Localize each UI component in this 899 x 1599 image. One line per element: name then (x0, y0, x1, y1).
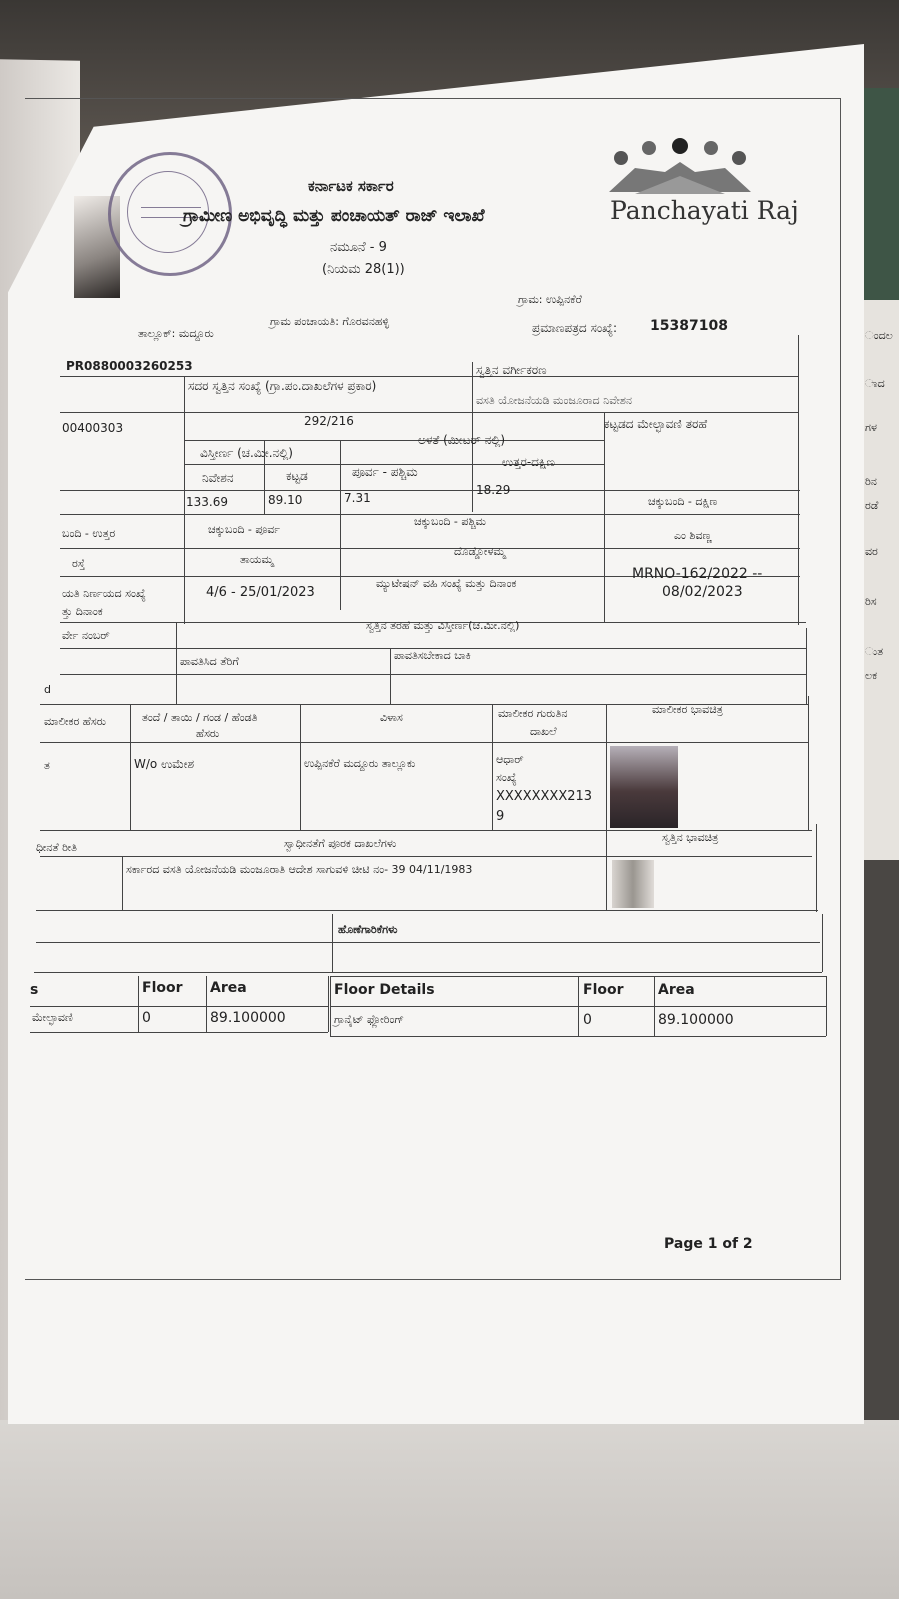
edge-text: ಾದ (865, 377, 885, 390)
document-frame (25, 98, 841, 1280)
page-number: Page 1 of 2 (664, 1236, 753, 1252)
ownership-mode-label: ಧೀನತೆ ರೀತಿ (36, 841, 77, 854)
bottom-page (0, 1420, 899, 1599)
certificate-label: ಪ್ರಮಾಣಪತ್ರದ ಸಂಖ್ಯೆ: (532, 321, 618, 335)
relation-label-2: ಹೆಸರು (196, 727, 220, 740)
floor-right-cell-2: 89.100000 (658, 1012, 734, 1028)
north-south-label: ಉತ್ತರ-ದಕ್ಷಿಣ (502, 455, 555, 469)
floor-left-head-1: Floor (142, 980, 183, 996)
roof-type-label: ಕಟ್ಟಡದ ಮೇಲ್ಛಾವಣಿ ತರಹೆ (604, 417, 708, 431)
resolution-value: 4/6 - 25/01/2023 (206, 585, 315, 600)
id-label-2: ದಾಖಲೆ (530, 725, 557, 738)
gram-panchayat: ಗ್ರಾಮ ಪಂಚಾಯತಿ: ಗೊರವನಹಳ್ಳಿ (270, 315, 390, 328)
panchayati-raj-logo-icon (605, 132, 755, 202)
edge-text: ರಿನ (865, 475, 877, 488)
property-photo-label: ಸ್ವತ್ತಿನ ಭಾವಚಿತ್ರ (662, 831, 719, 844)
bound-west-label: ಚಕ್ಕುಬಂದಿ - ಪಶ್ಚಿಮ (414, 515, 487, 528)
mutation-label: ಮ್ಯುಟೇಷನ್ ವಹಿ ಸಂಖ್ಯೆ ಮತ್ತು ದಿನಾಂಕ (376, 577, 517, 590)
east-west-value: 7.31 (344, 491, 371, 505)
taluk: ತಾಲ್ಲೂಕ್: ಮದ್ದೂರು (138, 327, 214, 340)
edge-text: ಗಳ (865, 421, 877, 434)
certificate-number: 15387108 (650, 318, 728, 334)
resolution-label-2: ತ್ತು ದಿನಾಂಕ (62, 605, 103, 618)
floor-left-head-0: s (30, 982, 39, 998)
edge-text: ವರ (865, 545, 878, 558)
floor-left-cell-0: ಮೇಲ್ಛಾವಣಿ (32, 1011, 73, 1024)
owner-name: ತ (44, 759, 50, 772)
edge-text: ರಡೆ (865, 499, 879, 512)
govt-title: ಕರ್ನಾಟಕ ಸರ್ಕಾರ (308, 177, 394, 195)
liabilities-label: ಹೊಣೆಗಾರಿಕೆಗಳು (338, 923, 398, 936)
rule-number: (ನಿಯಮ 28(1)) (322, 262, 405, 277)
id-value-3: XXXXXXXX213 (496, 789, 593, 804)
bound-north-label: ಬಂದಿ - ಉತ್ತರ (62, 527, 116, 540)
survey-label: ರ್ವೇ ನಂಬರ್ (62, 629, 110, 642)
id-value-2: ಸಂಖ್ಯೆ (496, 771, 517, 784)
bound-south-value: ಎಂ ಶಿವಣ್ಣ (674, 529, 712, 542)
tax-paid-label: ಪಾವತಿಸಿದ ತೆರಿಗೆ (180, 655, 239, 668)
floor-left-cell-2: 89.100000 (210, 1010, 286, 1026)
floor-right-cell-0: ಗ್ರಾನೈಟ್ ಫ್ಲೋರಿಂಗ್ (334, 1013, 404, 1026)
id-label-1: ಮಾಲೀಕರ ಗುರುತಿನ (498, 707, 568, 720)
site-area: 133.69 (186, 495, 228, 509)
building-area: 89.10 (268, 493, 303, 507)
id-value-4: 9 (496, 809, 505, 824)
measure-label: ಅಳತೆ (ಮೀಟರ್ ನಲ್ಲಿ) (418, 433, 506, 447)
sadara-label: ಸದರ ಸ್ವತ್ತಿನ ಸಂಖ್ಯೆ (ಗ್ರಾ.ಪಂ.ದಾಖಲೆಗಳ ಪ್ರಕಾರ) (188, 379, 377, 393)
ownership-docs-label: ಸ್ವಾಧೀನತೆಗೆ ಪೂರಕ ದಾಖಲೆಗಳು (284, 837, 397, 850)
floor-left-cell-1: 0 (142, 1010, 151, 1026)
floor-right-head-1: Floor (583, 982, 624, 998)
area-label: ವಿಸ್ತೀರ್ಣ (ಚ.ಮೀ.ನಲ್ಲಿ) (200, 446, 293, 460)
site-label: ನಿವೇಶನ (202, 471, 234, 485)
classification-label: ಸ್ವತ್ತಿನ ವರ್ಗೀಕರಣ (476, 363, 547, 377)
resolution-label-1: ಯತಿ ನಿರ್ಣಯದ ಸಂಖ್ಯೆ (62, 587, 146, 600)
bound-north-value: ರಸ್ತೆ (72, 557, 86, 570)
property-photo (612, 860, 654, 908)
floor-right-head-2: Area (658, 982, 695, 998)
edge-text: ಲಕ (865, 669, 878, 682)
owner-photo-label: ಮಾಲೀಕರ ಭಾವಚಿತ್ರ (652, 703, 723, 716)
mutation-value-2: 08/02/2023 (662, 584, 743, 600)
address-value: ಉಪ್ಪಿನಕೆರೆ ಮದ್ದೂರು ತಾಲ್ಲೂಕು (304, 757, 416, 770)
owner-name-label: ಮಾಲೀಕರ ಹೆಸರು (44, 715, 107, 728)
sadara-number: 292/216 (304, 414, 354, 428)
mutation-value-1: MRNO-162/2022 -- (632, 566, 763, 582)
relation-value: W/o ಉಮೇಶ (134, 757, 195, 771)
property-code: 00400303 (62, 421, 124, 435)
edge-text: ರಿಸ (865, 595, 877, 608)
property-type-label: ಸ್ವತ್ತಿನ ತರಹೆ ಮತ್ತು ವಿಸ್ತೀರ್ಣ(ಚ.ಮೀ.ನಲ್ಲಿ) (366, 619, 520, 632)
relation-label-1: ತಂದೆ / ತಾಯಿ / ಗಂಡ / ಹೆಂಡತಿ (142, 711, 258, 724)
bound-east-value: ತಾಯಮ್ಮ (240, 553, 274, 566)
owner-photo (610, 746, 678, 828)
east-west-label: ಪೂರ್ವ - ಪಶ್ಚಿಮ (352, 465, 418, 479)
bound-south-label: ಚಕ್ಕುಬಂದಿ - ದಕ್ಷಿಣ (648, 495, 718, 508)
north-south-value: 18.29 (476, 483, 511, 497)
bound-east-label: ಚಕ್ಕುಬಂದಿ - ಪೂರ್ವ (208, 523, 281, 536)
floor-right-cell-1: 0 (583, 1012, 592, 1028)
floor-left-head-2: Area (210, 980, 247, 996)
classification-value: ವಸತಿ ಯೋಜನೆಯಡಿ ಮಂಜೂರಾದ ನಿವೇಶನ (476, 394, 633, 407)
tax-due-label: ಪಾವತಿಸಬೇಕಾದ ಬಾಕಿ (394, 649, 471, 662)
property-id: PR0880003260253 (66, 359, 193, 373)
address-label: ವಿಳಾಸ (380, 711, 403, 724)
dept-title: ಗ್ರಾಮೀಣ ಅಭಿವೃದ್ಧಿ ಮತ್ತು ಪಂಚಾಯತ್ ರಾಜ್ ಇಲಾಖೆ (183, 206, 485, 226)
id-value-1: ಆಧಾರ್ (496, 753, 524, 766)
bound-west-value: ದೊಡ್ಡೋಳಮ್ಮ (454, 545, 506, 558)
row-label-d: d (44, 683, 51, 696)
edge-text: ುತ (865, 645, 884, 658)
adjacent-page (859, 300, 899, 860)
ownership-docs-value: ಸರ್ಕಾರದ ವಸತಿ ಯೋಜನೆಯಡಿ ಮಂಜೂರಾತಿ ಆದೇಶ ಸಾಗುವಳಿ ಚೀಟಿ ನಂ- 39 04/11/1983 (126, 863, 473, 876)
edge-text: ಂದಲ (865, 329, 893, 342)
village: ಗ್ರಾಮ: ಉಪ್ಪಿನಕೆರೆ (518, 293, 582, 306)
logo-text: Panchayati Raj (610, 196, 799, 225)
floor-right-head-0: Floor Details (334, 982, 435, 998)
building-label: ಕಟ್ಟಡ (286, 469, 308, 483)
form-number: ನಮೂನೆ - 9 (330, 240, 387, 255)
